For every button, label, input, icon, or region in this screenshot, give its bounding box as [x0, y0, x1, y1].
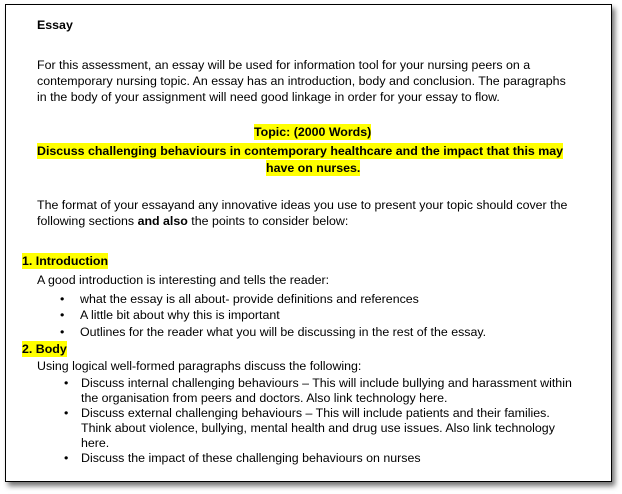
- topic-title: Topic: (2000 Words): [254, 125, 372, 139]
- section-body-lead: Using logical well-formed paragraphs discuss the following:: [37, 359, 362, 373]
- format-line-2: [37, 213, 348, 229]
- bullet-dot: •: [64, 406, 69, 420]
- section-body-title: 2. Body: [22, 342, 67, 356]
- intro-bullet-text: what the essay is all about- provide definitions and references: [80, 292, 419, 306]
- body-bullet-3-line-1: Discuss the impact of these challenging behaviours on nurses: [81, 451, 421, 465]
- intro-line-2: contemporary nursing topic. An essay has an introduction, body and conclusion. The paragraphs: [37, 74, 566, 88]
- bullet-dot: •: [60, 325, 65, 339]
- intro-line-1: For this assessment, an essay will be used for information tool for your nursing peers on a: [37, 58, 531, 72]
- intro-bullet-text: A little bit about why this is important: [80, 308, 280, 322]
- format-line-2-bold: and also: [137, 214, 188, 228]
- bullet-dot: •: [64, 451, 69, 465]
- format-line-2-post: the points to consider below:: [187, 214, 349, 228]
- section-introduction-lead: A good introduction is interesting and tells the reader:: [37, 273, 330, 287]
- topic-line-2: Discuss challenging behaviours in contemporary healthcare and the impact that this may: [37, 144, 564, 158]
- body-bullet-2-line-1: Discuss external challenging behaviours – This will include patients and their families.: [81, 406, 550, 420]
- bullet-dot: •: [64, 376, 69, 390]
- section-introduction-title: 1. Introduction: [22, 254, 109, 268]
- essay-heading: Essay: [37, 18, 73, 32]
- body-bullet-1-line-2: the organisation from peers and doctors. Also link technology here.: [81, 391, 448, 405]
- topic-line-3: have on nurses.: [266, 161, 361, 175]
- format-line-2-pre: following sections: [37, 214, 138, 228]
- format-line-1: The format of your essayand any innovative ideas you use to present your topic should cover the: [37, 198, 568, 212]
- bullet-dot: •: [60, 292, 65, 306]
- body-bullet-1-line-1: Discuss internal challenging behaviours – This will include bullying and harassment within: [81, 376, 572, 390]
- intro-line-3: in the body of your assignment will need good linkage in order for your essay to flow.: [37, 90, 500, 104]
- body-bullet-2-line-3: here.: [81, 436, 110, 450]
- bullet-dot: •: [60, 308, 65, 322]
- intro-bullet-text: Outlines for the reader what you will be discussing in the rest of the essay.: [80, 325, 487, 339]
- body-bullet-2-line-2: Think about violence, bullying, mental health and drug use issues. Also link technology: [81, 421, 555, 435]
